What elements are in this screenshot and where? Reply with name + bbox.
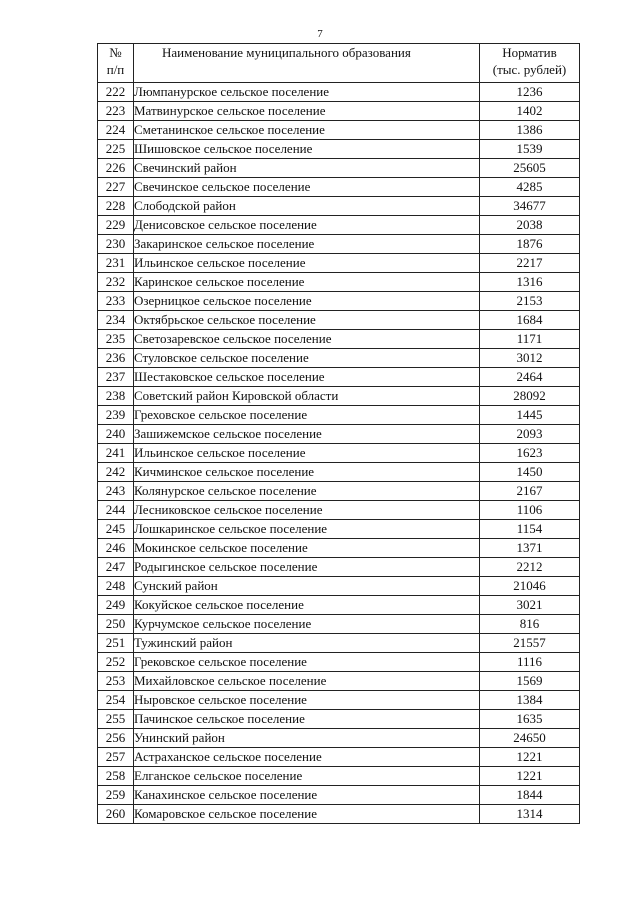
normative-table xyxy=(97,43,580,824)
row-value-cell: 2038 xyxy=(480,216,580,235)
row-name-cell: Свечинский район xyxy=(134,159,480,178)
row-number-cell: 226 xyxy=(98,159,134,178)
row-value-cell: 2167 xyxy=(480,482,580,501)
row-number-cell: 229 xyxy=(98,216,134,235)
row-number-cell: 253 xyxy=(98,672,134,691)
row-number-cell: 251 xyxy=(98,634,134,653)
table-row xyxy=(98,463,580,482)
header-value xyxy=(480,44,580,83)
row-name-cell: Матвинурское сельское поселение xyxy=(134,102,480,121)
table-row xyxy=(98,387,580,406)
row-value-cell: 1450 xyxy=(480,463,580,482)
row-value-cell: 2153 xyxy=(480,292,580,311)
table-header xyxy=(98,44,580,83)
row-number-cell: 222 xyxy=(98,83,134,102)
row-value-cell: 1221 xyxy=(480,748,580,767)
header-name: Наименование муниципального образования xyxy=(134,44,480,83)
table-row xyxy=(98,634,580,653)
header-number-line2: п/п xyxy=(106,62,125,77)
row-value-cell: 1221 xyxy=(480,767,580,786)
row-value-cell: 1236 xyxy=(480,83,580,102)
row-number-cell: 234 xyxy=(98,311,134,330)
table-row xyxy=(98,767,580,786)
row-name-cell: Свечинское сельское поселение xyxy=(134,178,480,197)
row-number-cell: 242 xyxy=(98,463,134,482)
row-name-cell: Ильинское сельское поселение xyxy=(134,254,480,273)
row-number-cell: 259 xyxy=(98,786,134,805)
row-name-cell: Канахинское сельское поселение xyxy=(134,786,480,805)
row-name-cell: Михайловское сельское поселение xyxy=(134,672,480,691)
row-name-cell: Светозаревское сельское поселение xyxy=(134,330,480,349)
row-name-cell: Сметанинское сельское поселение xyxy=(134,121,480,140)
header-number-line1: № xyxy=(109,45,122,60)
row-name-cell: Шишовское сельское поселение xyxy=(134,140,480,159)
row-number-cell: 223 xyxy=(98,102,134,121)
header-number xyxy=(98,44,134,83)
row-value-cell: 1569 xyxy=(480,672,580,691)
row-value-cell: 1539 xyxy=(480,140,580,159)
row-number-cell: 232 xyxy=(98,273,134,292)
row-number-cell: 243 xyxy=(98,482,134,501)
row-name-cell: Унинский район xyxy=(134,729,480,748)
table-row xyxy=(98,558,580,577)
row-name-cell: Люмпанурское сельское поселение xyxy=(134,83,480,102)
row-value-cell: 2464 xyxy=(480,368,580,387)
row-value-cell: 2217 xyxy=(480,254,580,273)
row-name-cell: Денисовское сельское поселение xyxy=(134,216,480,235)
table-row xyxy=(98,748,580,767)
table-row xyxy=(98,330,580,349)
row-value-cell: 1386 xyxy=(480,121,580,140)
row-name-cell: Елганское сельское поселение xyxy=(134,767,480,786)
table-row xyxy=(98,292,580,311)
row-name-cell: Озерницкое сельское поселение xyxy=(134,292,480,311)
row-number-cell: 228 xyxy=(98,197,134,216)
table-row xyxy=(98,368,580,387)
row-number-cell: 237 xyxy=(98,368,134,387)
row-number-cell: 236 xyxy=(98,349,134,368)
row-value-cell: 1684 xyxy=(480,311,580,330)
row-name-cell: Стуловское сельское поселение xyxy=(134,349,480,368)
table-row xyxy=(98,273,580,292)
row-name-cell: Мокинское сельское поселение xyxy=(134,539,480,558)
table-row xyxy=(98,159,580,178)
row-value-cell: 1314 xyxy=(480,805,580,824)
page-number: 7 xyxy=(317,28,323,40)
table-row xyxy=(98,178,580,197)
table-row xyxy=(98,425,580,444)
table-row xyxy=(98,254,580,273)
table-row xyxy=(98,577,580,596)
row-name-cell: Кокуйское сельское поселение xyxy=(134,596,480,615)
row-value-cell: 1876 xyxy=(480,235,580,254)
row-number-cell: 231 xyxy=(98,254,134,273)
row-value-cell: 25605 xyxy=(480,159,580,178)
row-name-cell: Комаровское сельское поселение xyxy=(134,805,480,824)
row-name-cell: Тужинский район xyxy=(134,634,480,653)
table-row xyxy=(98,235,580,254)
table-row xyxy=(98,596,580,615)
table-row xyxy=(98,406,580,425)
row-number-cell: 224 xyxy=(98,121,134,140)
table-row xyxy=(98,653,580,672)
row-name-cell: Кичминское сельское поселение xyxy=(134,463,480,482)
table-row xyxy=(98,349,580,368)
row-value-cell: 1371 xyxy=(480,539,580,558)
table-row xyxy=(98,501,580,520)
row-number-cell: 244 xyxy=(98,501,134,520)
row-number-cell: 252 xyxy=(98,653,134,672)
table-row xyxy=(98,805,580,824)
row-value-cell: 2212 xyxy=(480,558,580,577)
row-name-cell: Каринское сельское поселение xyxy=(134,273,480,292)
row-name-cell: Ильинское сельское поселение xyxy=(134,444,480,463)
row-name-cell: Колянурское сельское поселение xyxy=(134,482,480,501)
row-value-cell: 3012 xyxy=(480,349,580,368)
table-row xyxy=(98,140,580,159)
row-number-cell: 246 xyxy=(98,539,134,558)
row-value-cell: 4285 xyxy=(480,178,580,197)
row-number-cell: 257 xyxy=(98,748,134,767)
row-value-cell: 24650 xyxy=(480,729,580,748)
table-row xyxy=(98,444,580,463)
table-row xyxy=(98,311,580,330)
table-row xyxy=(98,786,580,805)
row-name-cell: Шестаковское сельское поселение xyxy=(134,368,480,387)
table-row xyxy=(98,520,580,539)
row-value-cell: 1116 xyxy=(480,653,580,672)
row-value-cell: 1445 xyxy=(480,406,580,425)
row-number-cell: 249 xyxy=(98,596,134,615)
row-number-cell: 255 xyxy=(98,710,134,729)
row-value-cell: 1154 xyxy=(480,520,580,539)
table-row xyxy=(98,102,580,121)
row-value-cell: 1635 xyxy=(480,710,580,729)
row-name-cell: Лесниковское сельское поселение xyxy=(134,501,480,520)
row-number-cell: 233 xyxy=(98,292,134,311)
table-row xyxy=(98,83,580,102)
row-number-cell: 245 xyxy=(98,520,134,539)
row-value-cell: 1623 xyxy=(480,444,580,463)
row-name-cell: Ныровское сельское поселение xyxy=(134,691,480,710)
row-number-cell: 256 xyxy=(98,729,134,748)
row-number-cell: 247 xyxy=(98,558,134,577)
row-name-cell: Октябрьское сельское поселение xyxy=(134,311,480,330)
row-value-cell: 28092 xyxy=(480,387,580,406)
table-row xyxy=(98,216,580,235)
row-number-cell: 260 xyxy=(98,805,134,824)
row-number-cell: 230 xyxy=(98,235,134,254)
table-row xyxy=(98,710,580,729)
row-number-cell: 227 xyxy=(98,178,134,197)
row-value-cell: 1384 xyxy=(480,691,580,710)
row-value-cell: 21557 xyxy=(480,634,580,653)
row-number-cell: 258 xyxy=(98,767,134,786)
row-number-cell: 241 xyxy=(98,444,134,463)
row-value-cell: 1402 xyxy=(480,102,580,121)
row-value-cell: 2093 xyxy=(480,425,580,444)
row-number-cell: 238 xyxy=(98,387,134,406)
row-number-cell: 250 xyxy=(98,615,134,634)
row-value-cell: 3021 xyxy=(480,596,580,615)
row-name-cell: Пачинское сельское поселение xyxy=(134,710,480,729)
row-name-cell: Грековское сельское поселение xyxy=(134,653,480,672)
row-name-cell: Родыгинское сельское поселение xyxy=(134,558,480,577)
table-body xyxy=(98,83,580,824)
row-value-cell: 21046 xyxy=(480,577,580,596)
header-value-line1: Норматив xyxy=(502,45,557,60)
row-name-cell: Сунский район xyxy=(134,577,480,596)
row-value-cell: 816 xyxy=(480,615,580,634)
table-row xyxy=(98,691,580,710)
row-name-cell: Греховское сельское поселение xyxy=(134,406,480,425)
row-number-cell: 235 xyxy=(98,330,134,349)
table-row xyxy=(98,197,580,216)
row-name-cell: Зашижемское сельское поселение xyxy=(134,425,480,444)
table-row xyxy=(98,672,580,691)
row-number-cell: 225 xyxy=(98,140,134,159)
row-name-cell: Астраханское сельское поселение xyxy=(134,748,480,767)
table-row xyxy=(98,615,580,634)
row-value-cell: 34677 xyxy=(480,197,580,216)
row-value-cell: 1106 xyxy=(480,501,580,520)
table-row xyxy=(98,729,580,748)
row-number-cell: 239 xyxy=(98,406,134,425)
row-value-cell: 1316 xyxy=(480,273,580,292)
row-value-cell: 1844 xyxy=(480,786,580,805)
row-number-cell: 254 xyxy=(98,691,134,710)
row-value-cell: 1171 xyxy=(480,330,580,349)
row-name-cell: Слободской район xyxy=(134,197,480,216)
table-row xyxy=(98,539,580,558)
table-row xyxy=(98,121,580,140)
row-number-cell: 248 xyxy=(98,577,134,596)
row-name-cell: Курчумское сельское поселение xyxy=(134,615,480,634)
row-name-cell: Лошкаринское сельское поселение xyxy=(134,520,480,539)
row-name-cell: Советский район Кировской области xyxy=(134,387,480,406)
table-row xyxy=(98,482,580,501)
header-value-line2: (тыс. рублей) xyxy=(492,62,567,77)
row-name-cell: Закаринское сельское поселение xyxy=(134,235,480,254)
row-number-cell: 240 xyxy=(98,425,134,444)
